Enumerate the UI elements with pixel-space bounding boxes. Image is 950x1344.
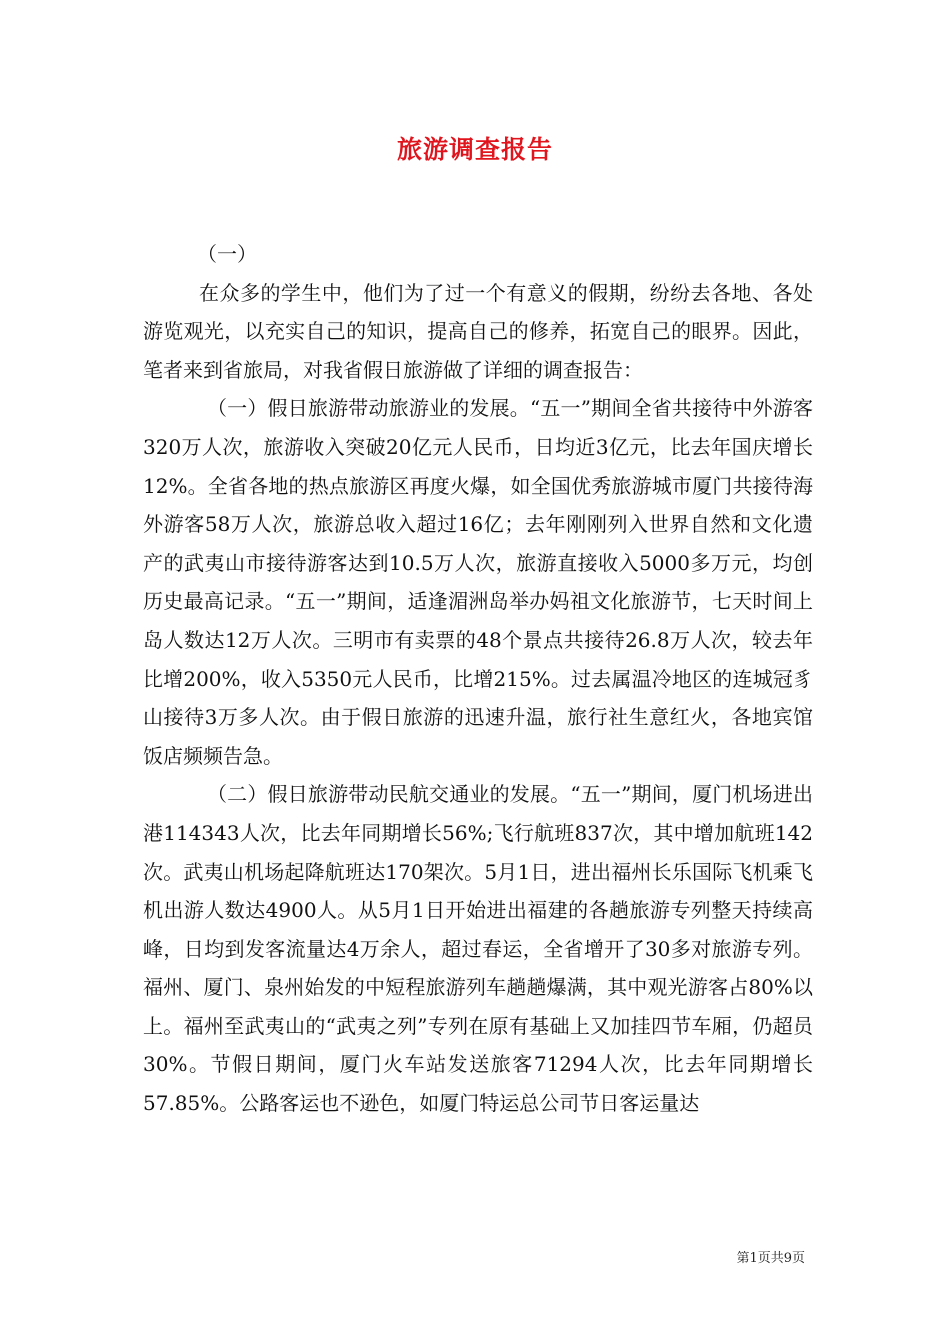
paragraph-tourism-growth: （一）假日旅游带动旅游业的发展。“五一”期间全省共接待中外游客320万人次，旅游收入突破20亿元人民币，日均近3亿元，比去年国庆增长12%。全省各地的热点旅游区再度火爆，如全国优秀旅游城市厦门共接待海外游客58万人次，旅游总收入超过16亿；去年刚刚列入世界自然和文化遗产的武夷山市接待游客达到10.5万人次，旅游直接收入5000多万元，均创历史最高记录。“五一”期间，适逢湄洲岛举办妈祖文化旅游节，七天时间上岛人数达12万人次。三明市有卖票的48个景点共接待26.8万人次，较去年比增200%，收入5350元人民币，比增215%。过去属温冷地区的连城冠豸山接待3万多人次。由于假日旅游的迅速升温，旅行社生意红火，各地宾馆饭店频频告急。 (143, 396, 813, 768)
page-number: 第1页共9页 (736, 1251, 805, 1266)
paragraph-transport-growth: （二）假日旅游带动民航交通业的发展。“五一”期间，厦门机场进出港114343人次，比去年同期增长56%;飞行航班837次，其中增加航班142次。武夷山机场起降航班达170架次。5月1日，进出福州长乐国际飞机乘飞机出游人数达4900人。从5月1日开始进出福建的各趟旅游专列整天持续高峰，日均到发客流量达4万余人，超过春运，全省增开了30多对旅游专列。福州、厦门、泉州始发的中短程旅游列车趟趟爆满，其中观光游客占80%以上。福州至武夷山的“武夷之列”专列在原有基础上又加挂四节车厢，仍超员30%。节假日期间，厦门火车站发送旅客71294人次，比去年同期增长57.85%。公路客运也不逊色，如厦门特运总公司节日客运量达 (143, 782, 813, 1116)
intro-paragraph: 在众多的学生中，他们为了过一个有意义的假期，纷纷去各地、各处游览观光，以充实自己的知识，提高自己的修养，拓宽自己的眼界。因此，笔者来到省旅局，对我省假日旅游做了详细的调查报告： (143, 280, 813, 382)
document-body (143, 235, 813, 1123)
document-title: 旅游调查报告 (396, 135, 553, 164)
section-marker: （一） (197, 242, 257, 266)
